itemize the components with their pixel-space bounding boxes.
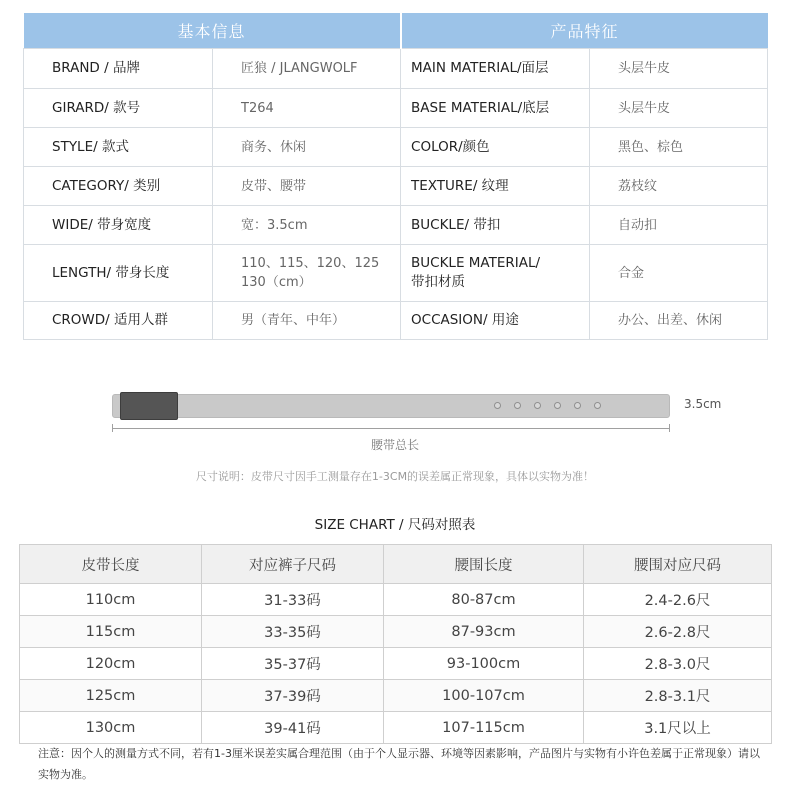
spec-value: 合金 — [590, 245, 768, 302]
spec-value: 匠狼 / JLANGWOLF — [213, 49, 401, 89]
table-row — [20, 712, 772, 744]
size-header-cell: 腰围对应尺码 — [584, 545, 772, 584]
spec-value: 黑色、棕色 — [590, 128, 768, 167]
spec-row-style — [24, 128, 768, 167]
belt-hole — [494, 402, 501, 409]
measure-tick — [669, 424, 670, 432]
belt-total-length-label: 腰带总长 — [370, 438, 419, 452]
spec-row-crowd — [24, 302, 768, 340]
spec-key: BRAND / 品牌 — [24, 49, 213, 89]
belt-buckle-icon — [120, 392, 178, 420]
size-cell: 125cm — [20, 680, 202, 712]
size-cell: 37-39码 — [202, 680, 384, 712]
belt-hole — [554, 402, 561, 409]
spec-key: COLOR/颜色 — [401, 128, 590, 167]
belt-hole — [534, 402, 541, 409]
spec-value: 荔枝纹 — [590, 167, 768, 206]
disclaimer-note: 注意：因个人的测量方式不同，若有1-3厘米误差实属合理范围（由于个人显示器、环境等因素影响，产品图片与实物有小许色差属于正常现象）请以实物为准。 — [38, 747, 760, 781]
product-spec-table — [23, 13, 768, 340]
spec-value-line: 110、115、120、125 — [241, 256, 380, 271]
spec-key: TEXTURE/ 纹理 — [401, 167, 590, 206]
spec-key-line: BUCKLE MATERIAL/ — [411, 255, 541, 271]
spec-header-row — [24, 13, 768, 49]
spec-key-line: 带扣材质 — [411, 274, 466, 290]
size-cell: 100-107cm — [384, 680, 584, 712]
spec-key: BUCKLE/ 带扣 — [401, 206, 590, 245]
spec-value — [213, 245, 401, 302]
spec-value: 办公、出差、休闲 — [590, 302, 768, 340]
spec-value: 商务、休闲 — [213, 128, 401, 167]
size-cell: 87-93cm — [384, 616, 584, 648]
size-cell: 2.6-2.8尺 — [584, 616, 772, 648]
belt-hole — [594, 402, 601, 409]
basic-info-header: 基本信息 — [24, 13, 401, 49]
size-cell: 39-41码 — [202, 712, 384, 744]
belt-strap — [112, 394, 670, 418]
size-cell: 110cm — [20, 584, 202, 616]
belt-hole — [514, 402, 521, 409]
spec-value: 男（青年、中年） — [213, 302, 401, 340]
table-row — [20, 680, 772, 712]
spec-key: STYLE/ 款式 — [24, 128, 213, 167]
size-cell: 2.4-2.6尺 — [584, 584, 772, 616]
spec-row-length — [24, 245, 768, 302]
spec-key: LENGTH/ 带身长度 — [24, 245, 213, 302]
measure-line — [112, 428, 670, 429]
size-header-cell: 腰围长度 — [384, 545, 584, 584]
size-cell: 3.1尺以上 — [584, 712, 772, 744]
size-cell: 107-115cm — [384, 712, 584, 744]
size-cell: 35-37码 — [202, 648, 384, 680]
size-cell: 93-100cm — [384, 648, 584, 680]
spec-key: MAIN MATERIAL/面层 — [401, 49, 590, 89]
product-features-header: 产品特征 — [401, 13, 768, 49]
size-cell: 31-33码 — [202, 584, 384, 616]
size-cell: 130cm — [20, 712, 202, 744]
size-cell: 33-35码 — [202, 616, 384, 648]
spec-value: 头层牛皮 — [590, 49, 768, 89]
spec-key: GIRARD/ 款号 — [24, 89, 213, 128]
size-note: 尺寸说明：皮带尺寸因手工测量存在1-3CM的误差属正常现象，具体以实物为准！ — [195, 470, 595, 483]
size-cell: 2.8-3.0尺 — [584, 648, 772, 680]
spec-key: CROWD/ 适用人群 — [24, 302, 213, 340]
spec-value: 宽：3.5cm — [213, 206, 401, 245]
spec-value: 皮带、腰带 — [213, 167, 401, 206]
size-header-row — [20, 545, 772, 584]
spec-row-girard — [24, 89, 768, 128]
spec-key: BASE MATERIAL/底层 — [401, 89, 590, 128]
spec-value-line: 130（cm） — [241, 275, 312, 290]
spec-key: OCCASION/ 用途 — [401, 302, 590, 340]
spec-value: 头层牛皮 — [590, 89, 768, 128]
spec-row-category — [24, 167, 768, 206]
table-row — [20, 584, 772, 616]
size-cell: 115cm — [20, 616, 202, 648]
size-cell: 2.8-3.1尺 — [584, 680, 772, 712]
spec-value: T264 — [213, 89, 401, 128]
spec-key — [401, 245, 590, 302]
spec-row-wide — [24, 206, 768, 245]
table-row — [20, 616, 772, 648]
size-chart-title: SIZE CHART / 尺码对照表 — [314, 517, 476, 533]
size-header-cell: 对应裤子尺码 — [202, 545, 384, 584]
belt-width-label: 3.5cm — [684, 397, 722, 411]
spec-key: CATEGORY/ 类别 — [24, 167, 213, 206]
size-header-cell: 皮带长度 — [20, 545, 202, 584]
spec-value: 自动扣 — [590, 206, 768, 245]
size-cell: 80-87cm — [384, 584, 584, 616]
spec-row-brand — [24, 49, 768, 89]
table-row — [20, 648, 772, 680]
size-cell: 120cm — [20, 648, 202, 680]
size-chart-table — [19, 544, 772, 744]
spec-key: WIDE/ 带身宽度 — [24, 206, 213, 245]
belt-hole — [574, 402, 581, 409]
